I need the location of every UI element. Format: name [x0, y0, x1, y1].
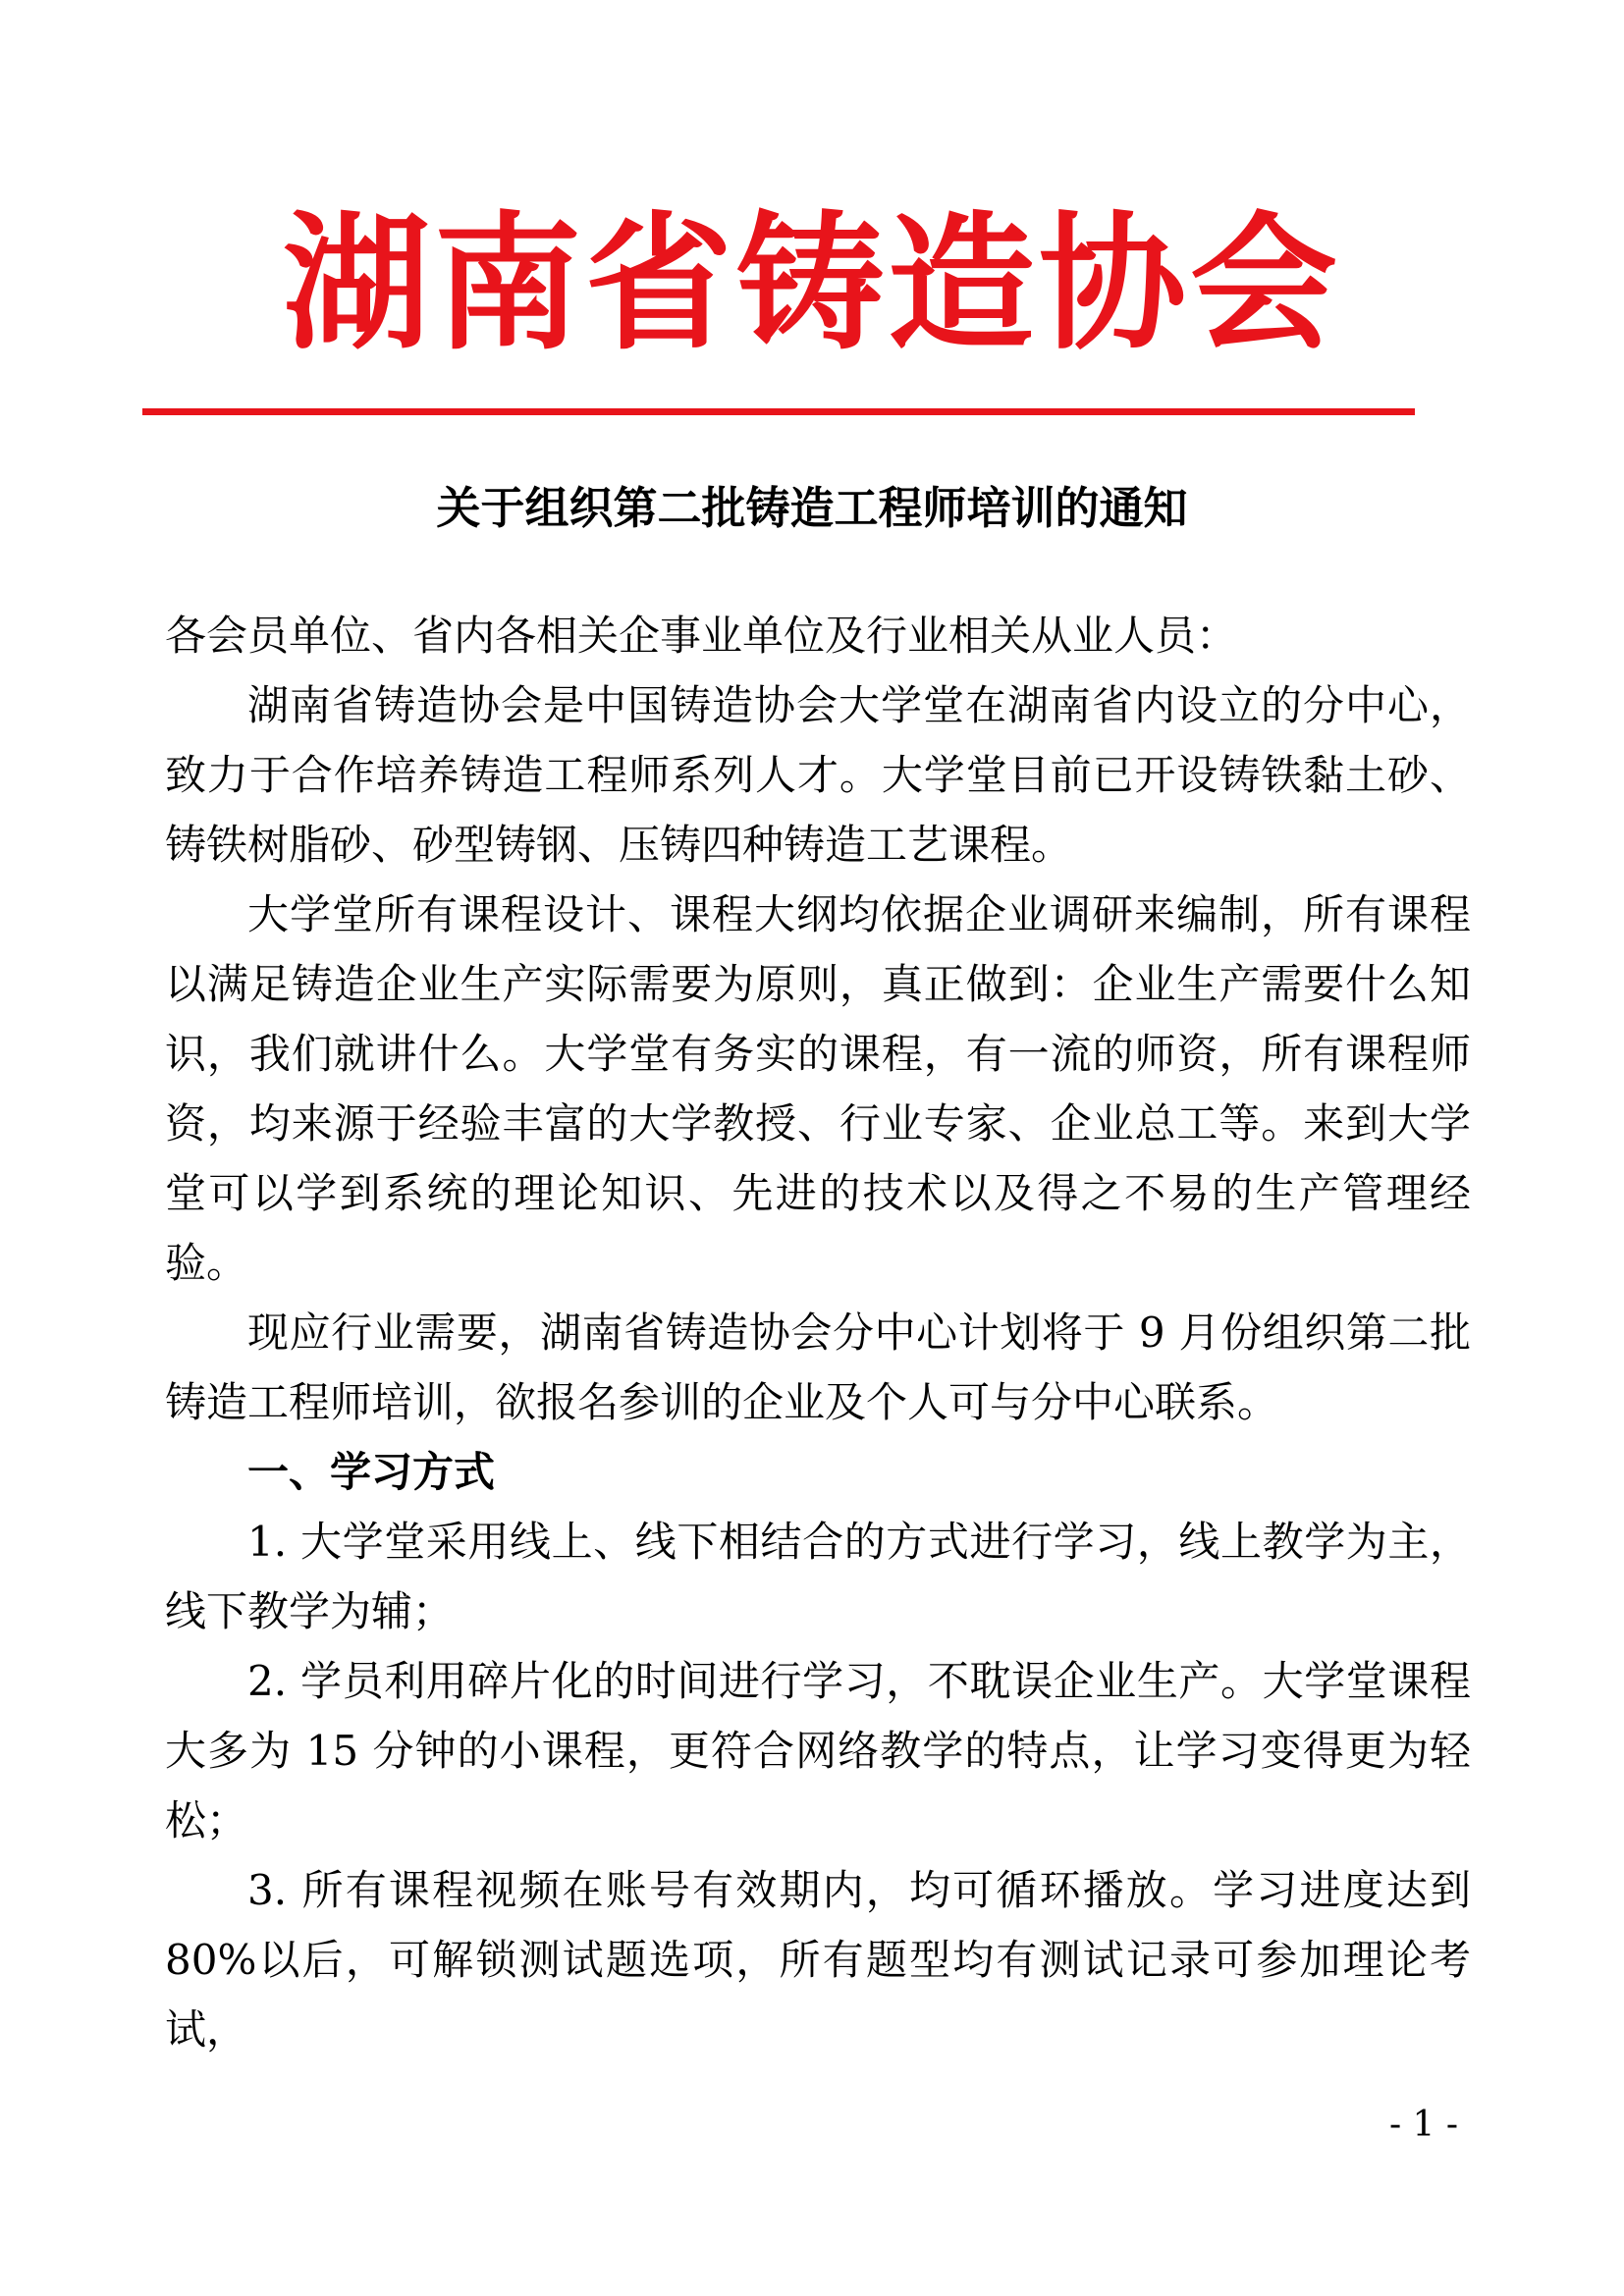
- paragraph-curriculum: 大学堂所有课程设计、课程大纲均依据企业调研来编制，所有课程以满足铸造企业生产实际需要为原则，真正做到：企业生产需要什么知识，我们就讲什么。大学堂有务实的课程，有一流的师资，所有课程师资，均来源于经验丰富的大学教授、行业专家、企业总工等。来到大学堂可以学到系统的理论知识、先进的技术以及得之不易的生产管理经验。: [165, 890, 1471, 1287]
- list-item: 1. 大学堂采用线上、线下相结合的方式进行学习，线上教学为主，线下教学为辅；: [165, 1518, 1471, 1635]
- document-title: 关于组织第二批铸造工程师培训的通知: [436, 482, 1188, 534]
- section-heading-study-method: 一、学习方式: [247, 1448, 496, 1496]
- org-letterhead-title: 湖南省铸造协会: [282, 199, 1341, 370]
- list-item: 3. 所有课程视频在账号有效期内，均可循环播放。学习进度达到80%以后，可解锁测试题选项，所有题型均有测试记录可参加理论考试，: [165, 1866, 1471, 2054]
- paragraph-plan: 现应行业需要，湖南省铸造协会分中心计划将于 9 月份组织第二批铸造工程师培训，欲报名参训的企业及个人可与分中心联系。: [165, 1308, 1471, 1426]
- salutation: 各会员单位、省内各相关企事业单位及行业相关从业人员：: [165, 612, 1238, 660]
- list-item: 2. 学员利用碎片化的时间进行学习，不耽误企业生产。大学堂课程大多为 15 分钟的小课程，更符合网络教学的特点，让学习变得更为轻松；: [165, 1657, 1471, 1844]
- document-body: [165, 601, 1471, 2064]
- page-number: - 1 -: [1388, 2105, 1459, 2145]
- letterhead-red-rule: [142, 408, 1415, 415]
- paragraph-intro: 湖南省铸造协会是中国铸造协会大学堂在湖南省内设立的分中心，致力于合作培养铸造工程师系列人才。大学堂目前已开设铸铁黏土砂、铸铁树脂砂、砂型铸钢、压铸四种铸造工艺课程。: [165, 681, 1471, 869]
